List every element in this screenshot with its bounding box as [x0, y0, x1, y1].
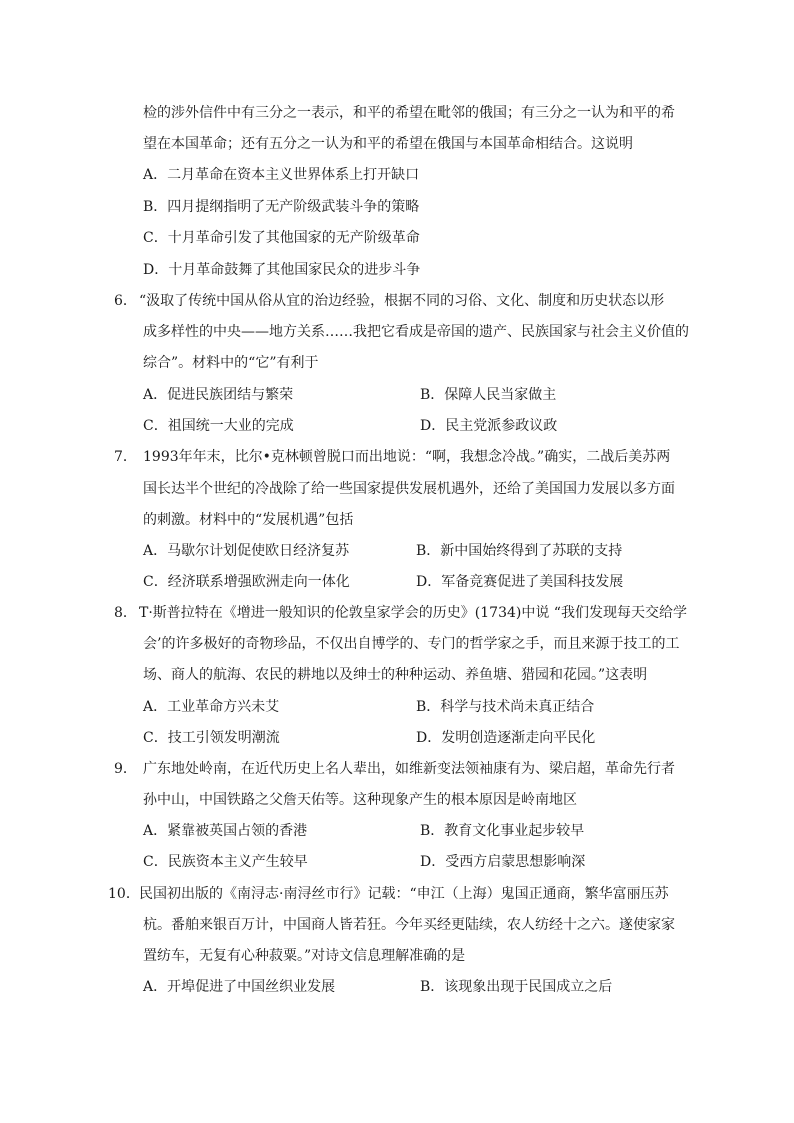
option-c: C．祖国统一大业的完成 — [143, 418, 294, 434]
question-number: 10． — [108, 886, 140, 902]
question-text-line: 会’的许多极好的奇物珍品，不仅出自博学的、专门的哲学家之手，而且来源于技工的工 — [143, 636, 680, 652]
question-text-line: 杭。番舶来银百万计，中国商人皆若狂。今年买经更陆续，农人纺经十之六。遂使家家 — [143, 917, 675, 933]
question-text-line: T·斯普拉特在《增进一般知识的伦敦皇家学会的历史》(1734)中说 “我们发现每天交给学 — [139, 605, 687, 621]
question-number: 9． — [114, 761, 137, 777]
option-d: D．十月革命鼓舞了其他国家民众的进步斗争 — [143, 262, 421, 278]
option-b: B．该现象出现于民国成立之后 — [420, 979, 613, 995]
question-text-line: 的刺激。材料中的“发展机遇”包括 — [143, 512, 354, 528]
question-number: 8． — [114, 605, 137, 621]
question-number: 7． — [114, 449, 137, 465]
option-a: A．工业革命方兴未艾 — [143, 699, 280, 715]
option-b: B．教育文化事业起步较早 — [420, 823, 585, 839]
question-text-line: “汲取了传统中国从俗从宜的治边经验，根据不同的习俗、文化、制度和历史状态以形 — [139, 293, 665, 309]
option-a: A．二月革命在资本主义世界体系上打开缺口 — [143, 167, 420, 183]
option-d: D．发明创造逐渐走向平民化 — [416, 730, 596, 746]
option-a: A．紧靠被英国占领的香港 — [143, 823, 308, 839]
question-text-line: 孙中山，中国铁路之父詹天佑等。这种现象产生的根本原因是岭南地区 — [143, 792, 577, 808]
option-c: C．民族资本主义产生较早 — [143, 854, 308, 870]
option-c: C．经济联系增强欧洲走向一体化 — [143, 574, 350, 590]
option-a: A．促进民族团结与繁荣 — [143, 387, 294, 403]
option-b: B．保障人民当家做主 — [420, 387, 557, 403]
option-c: C．技工引领发明潮流 — [143, 730, 280, 746]
option-b: B．科学与技术尚未真正结合 — [416, 699, 595, 715]
option-c: C．十月革命引发了其他国家的无产阶级革命 — [143, 230, 420, 246]
option-b: B．四月提纲指明了无产阶级武装斗争的策略 — [143, 199, 420, 215]
question-text-line: 广东地处岭南，在近代历史上名人辈出，如维新变法领袖康有为、梁启超，革命先行者 — [143, 761, 675, 777]
option-d: D．军备竞赛促进了美国科技发展 — [416, 574, 624, 590]
question-text-line: 成多样性的中央——地方关系……我把它看成是帝国的遗产、民族国家与社会主义价值的 — [143, 324, 689, 340]
question-text-line: 场、商人的航海、农民的耕地以及绅士的种种运动、养鱼塘、猎园和花园。”这表明 — [143, 667, 648, 683]
option-d: D．受西方启蒙思想影响深 — [420, 854, 586, 870]
question-number: 6． — [114, 293, 137, 309]
question-text-line: 望在本国革命；还有五分之一认为和平的希望在俄国与本国革命相结合。这说明 — [143, 136, 633, 152]
option-a: A．马歇尔计划促使欧日经济复苏 — [143, 543, 350, 559]
question-text-line: 检的涉外信件中有三分之一表示，和平的希望在毗邻的俄国；有三分之一认为和平的希 — [143, 105, 675, 121]
question-text-line: 1993年年末，比尔•克林顿曾脱口而出地说：“啊，我想念冷战。”确实，二战后美苏两 — [143, 449, 671, 465]
option-d: D．民主党派参政议政 — [420, 418, 558, 434]
question-text-line: 综合”。材料中的“它”有利于 — [143, 355, 319, 371]
question-text-line: 国长达半个世纪的冷战除了给一些国家提供发展机遇外，还给了美国国力发展以多方面 — [143, 481, 675, 497]
option-a: A．开埠促进了中国丝织业发展 — [143, 979, 336, 995]
question-text-line: 民国初出版的《南浔志·南浔丝市行》记载：“申江（上海）鬼国正通商，繁华富丽压苏 — [139, 886, 669, 902]
option-b: B．新中国始终得到了苏联的支持 — [416, 543, 623, 559]
question-text-line: 置纺车，无复有心种菽粟。”对诗文信息理解准确的是 — [143, 948, 466, 964]
